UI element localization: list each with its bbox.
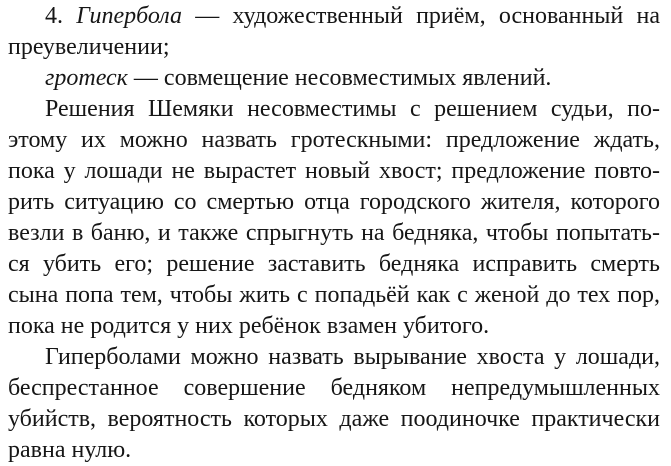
text-segment: везли в баню, и также спрыгнуть на бедняка, чтобы попытать- xyxy=(8,220,660,246)
paragraph xyxy=(8,1,660,63)
text-segment: 4. xyxy=(45,3,77,29)
text-line xyxy=(8,32,660,63)
paragraph xyxy=(8,94,660,342)
text-segment: преувеличении; xyxy=(8,34,170,60)
text-line xyxy=(8,249,660,280)
text-segment: этому их можно назвать гротескными: предложение ждать, xyxy=(8,127,660,153)
text-segment: пока у лошади не вырастет новый хвост; предложение повто- xyxy=(8,158,660,184)
text-segment: беспрестанное совершение бедняком непредумышленных xyxy=(8,375,660,401)
text-segment: Решения Шемяки несовместимы с решением судьи, по- xyxy=(45,96,660,122)
text-segment: Гиперболами можно назвать вырывание хвоста у лошади, xyxy=(45,344,660,370)
text-segment: — художественный приём, основанный на xyxy=(182,3,660,29)
text-line xyxy=(8,125,660,156)
text-line xyxy=(8,342,660,373)
text-segment: рить ситуацию со смертью отца городского жителя, которого xyxy=(8,189,660,215)
text-segment: ся убить его; решение заставить бедняка исправить смерть xyxy=(8,251,660,277)
text-line xyxy=(8,156,660,187)
text-line xyxy=(8,218,660,249)
text-segment: убийств, вероятность которых даже поодиночке практически xyxy=(8,406,660,432)
text-segment: сына попа тем, чтобы жить с попадьёй как с женой до тех пор, xyxy=(8,282,660,308)
text-line xyxy=(8,311,660,342)
italic-term: гротеск xyxy=(45,65,128,91)
text-line xyxy=(8,1,660,32)
text-segment: равна нулю. xyxy=(8,437,132,463)
text-line xyxy=(8,373,660,404)
text-line xyxy=(8,435,660,466)
text-segment: пока не родится у них ребёнок взамен убитого. xyxy=(8,313,490,339)
text-line xyxy=(8,404,660,435)
italic-term: Гипербола xyxy=(76,3,183,29)
text-line xyxy=(8,63,660,94)
text-segment: — совмещение несовместимых явлений. xyxy=(127,65,552,91)
paragraph xyxy=(8,342,660,466)
paragraph xyxy=(8,63,660,94)
text-line xyxy=(8,94,660,125)
text-line xyxy=(8,280,660,311)
text-line xyxy=(8,187,660,218)
